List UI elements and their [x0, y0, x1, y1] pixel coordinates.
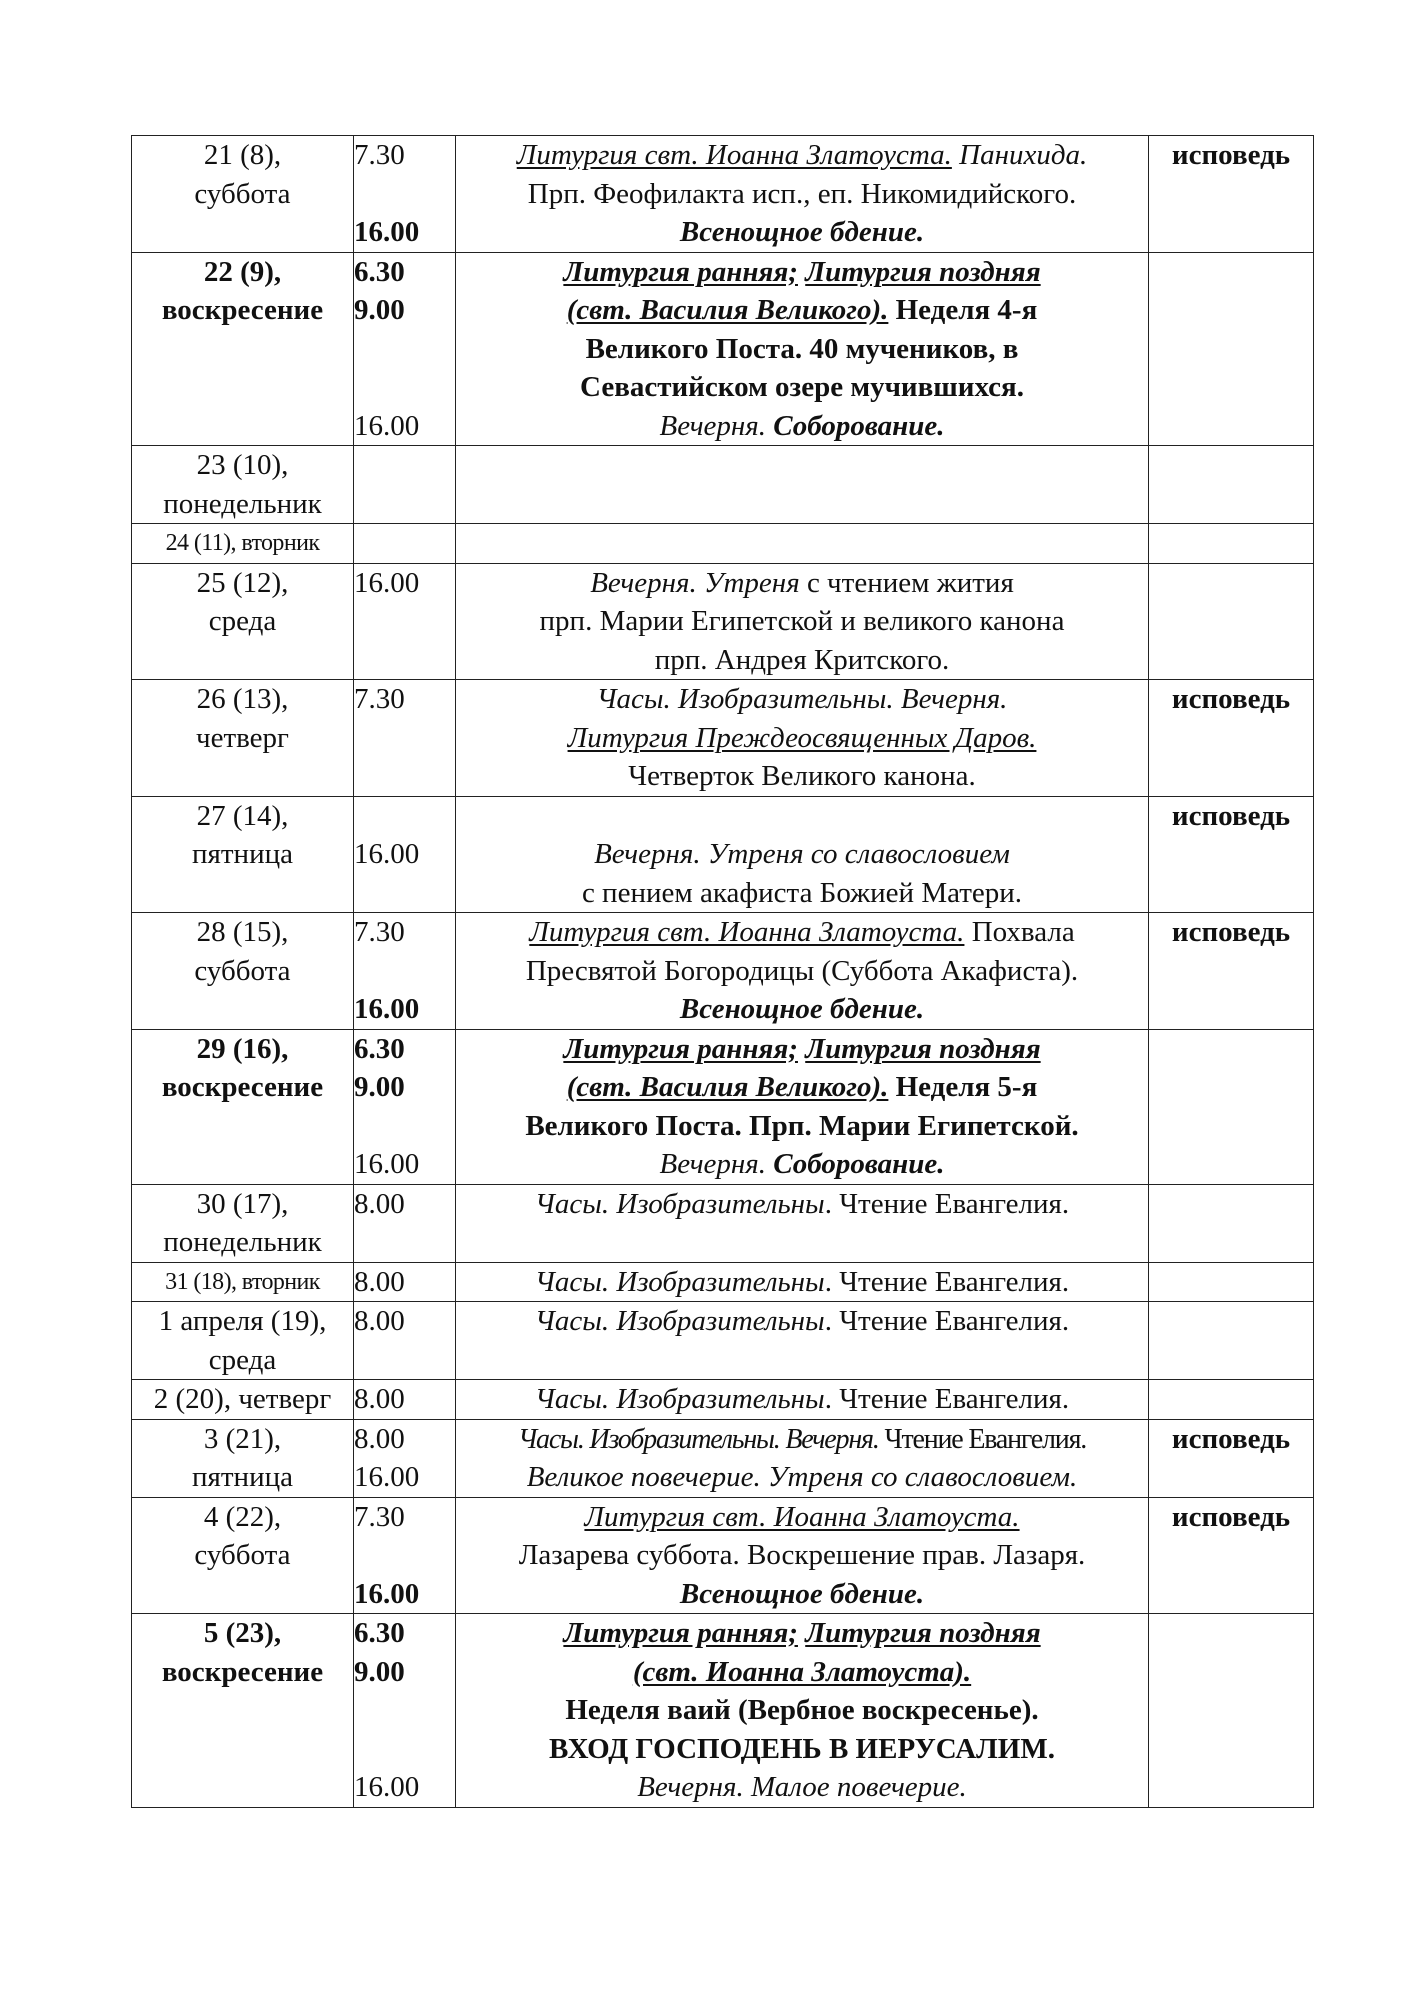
service-time: 16.00	[354, 216, 420, 248]
date-line: 23 (10),	[196, 449, 289, 481]
service-line	[456, 291, 1148, 330]
service-text: Великого Поста. 40 мучеников, в	[585, 332, 1019, 365]
service-line	[456, 602, 1148, 641]
confession-note-cell	[1149, 446, 1314, 524]
service-text: Неделя 4-я	[888, 294, 1038, 326]
service-text: Часы. Изобразительны	[534, 1383, 825, 1415]
time-cell	[354, 446, 456, 524]
service-text: Вечерня.	[659, 1148, 774, 1180]
service-text: (свт. Иоанна Златоуста).	[632, 1655, 972, 1688]
date-cell	[132, 1380, 354, 1420]
service-line	[456, 1068, 1148, 1107]
date-line: суббота	[194, 1539, 291, 1571]
service-text: Литургия ранняя;	[563, 1617, 798, 1649]
service-text: ВХОД ГОСПОДЕНЬ В ИЕРУСАЛИМ.	[549, 1732, 1055, 1765]
date-line: 2 (20), четверг	[153, 1383, 332, 1415]
service-line	[456, 1380, 1148, 1419]
service-text: Великого Поста. Прп. Марии Египетской.	[525, 1109, 1079, 1142]
date-line: 1 апреля (19),	[158, 1305, 327, 1337]
service-line	[456, 835, 1148, 874]
confession-label: исповедь	[1171, 1422, 1291, 1455]
service-text: Панихида.	[951, 139, 1088, 171]
confession-label: исповедь	[1171, 683, 1291, 715]
service-line	[456, 913, 1148, 952]
service-line	[456, 641, 1148, 680]
service-line	[456, 680, 1148, 719]
service-time: 8.00	[354, 1265, 405, 1298]
service-line	[456, 1536, 1148, 1575]
service-time	[354, 952, 455, 991]
date-cell	[132, 446, 354, 524]
service-text: . Чтение Евангелия.	[824, 1187, 1070, 1220]
service-text: Неделя ваий (Вербное воскресенье).	[565, 1694, 1039, 1726]
confession-note-cell	[1149, 1419, 1314, 1497]
date-line	[132, 757, 353, 796]
confession-label	[1149, 1302, 1313, 1341]
service-line	[456, 952, 1148, 991]
time-cell	[354, 1184, 456, 1262]
date-cell	[132, 1262, 354, 1302]
time-cell	[354, 1380, 456, 1420]
date-cell	[132, 680, 354, 797]
service-time: 8.00	[354, 1305, 405, 1337]
confession-note-cell	[1149, 1614, 1314, 1808]
time-cell	[354, 1302, 456, 1380]
service-time: 16.00	[354, 566, 420, 599]
date-cell	[132, 1419, 354, 1497]
service-time: 16.00	[354, 1148, 420, 1180]
service-line	[456, 175, 1148, 214]
date-line: пятница	[192, 1461, 293, 1493]
date-cell	[132, 1614, 354, 1808]
confession-note-cell	[1149, 1262, 1314, 1302]
confession-note-cell	[1149, 796, 1314, 913]
schedule-row	[132, 524, 1314, 564]
service-line	[456, 1575, 1148, 1614]
schedule-row	[132, 1029, 1314, 1184]
service-text: Вечерня.	[659, 409, 774, 442]
service-text: с чтением жития	[799, 566, 1014, 599]
service-cell	[456, 913, 1149, 1030]
service-line	[456, 1420, 1148, 1459]
schedule-row	[132, 1380, 1314, 1420]
service-cell	[456, 680, 1149, 797]
time-cell	[354, 1029, 456, 1184]
date-cell	[132, 913, 354, 1030]
service-text: Всенощное бдение.	[679, 216, 925, 248]
service-time: 8.00	[354, 1187, 405, 1220]
service-text: Литургия свт. Иоанна Златоуста.	[584, 1500, 1020, 1533]
service-schedule-table	[131, 135, 1314, 1808]
service-text: Литургия Преждеосвященных Даров.	[567, 721, 1037, 754]
service-text: Литургия ранняя;	[563, 255, 798, 288]
confession-note-cell	[1149, 1184, 1314, 1262]
service-text: Литургия поздняя	[805, 1032, 1041, 1065]
service-cell	[456, 1029, 1149, 1184]
service-line	[456, 1730, 1148, 1769]
confession-label	[1149, 1380, 1313, 1419]
time-cell	[354, 524, 456, 564]
schedule-row	[132, 1497, 1314, 1614]
time-cell	[354, 1419, 456, 1497]
service-text: Литургия свт. Иоанна Златоуста.	[529, 916, 965, 948]
schedule-row	[132, 1614, 1314, 1808]
date-line: 22 (9),	[203, 255, 282, 288]
service-time	[354, 1691, 455, 1730]
service-text: Лазарева суббота. Воскрешение прав. Лазаря.	[518, 1539, 1086, 1571]
date-line	[132, 874, 353, 913]
time-cell	[354, 252, 456, 446]
service-time: 16.00	[354, 1771, 420, 1803]
confession-label	[1149, 524, 1313, 563]
service-time: 8.00	[354, 1422, 405, 1455]
service-text: Вечерня. Утреня со славословием	[594, 838, 1010, 870]
service-time: 7.30	[354, 683, 405, 715]
service-text: Литургия поздняя	[805, 1617, 1041, 1649]
schedule-row	[132, 1184, 1314, 1262]
schedule-row	[132, 1262, 1314, 1302]
service-text: Часы. Изобразительны	[534, 1305, 825, 1337]
date-line: воскресение	[161, 1071, 324, 1103]
service-line	[456, 564, 1148, 603]
time-cell	[354, 913, 456, 1030]
service-time: 7.30	[354, 139, 405, 171]
service-line	[456, 719, 1148, 758]
service-line	[456, 797, 1148, 836]
time-cell	[354, 1497, 456, 1614]
date-line: суббота	[194, 177, 291, 210]
time-cell	[354, 680, 456, 797]
service-text: Четверток Великого канона.	[628, 760, 976, 792]
date-line: 30 (17),	[196, 1187, 289, 1220]
service-time: 6.30	[354, 1617, 405, 1649]
confession-label	[1149, 1614, 1313, 1653]
date-line: 25 (12),	[196, 566, 289, 599]
service-cell	[456, 796, 1149, 913]
service-line	[456, 1185, 1148, 1224]
confession-label: исповедь	[1171, 139, 1291, 171]
service-line	[456, 1614, 1148, 1653]
date-cell	[132, 563, 354, 680]
service-cell	[456, 1497, 1149, 1614]
service-cell	[456, 1380, 1149, 1420]
confession-label	[1149, 1185, 1313, 1224]
service-time	[354, 330, 455, 369]
service-text: Соборование.	[773, 1148, 945, 1180]
service-text: . Чтение Евангелия.	[824, 1383, 1070, 1415]
service-line	[456, 1498, 1148, 1537]
service-time	[354, 1536, 455, 1575]
service-text: прп. Андрея Критского.	[654, 643, 950, 676]
date-line: среда	[208, 1343, 277, 1376]
service-line	[456, 253, 1148, 292]
service-line	[456, 407, 1148, 446]
service-time: 16.00	[354, 993, 420, 1025]
confession-label	[1149, 446, 1313, 485]
confession-note-cell	[1149, 913, 1314, 1030]
service-text: Вечерня. Утреня	[590, 566, 800, 599]
service-text: Литургия свт. Иоанна Златоуста.	[516, 139, 952, 171]
date-cell	[132, 1184, 354, 1262]
service-time: 16.00	[354, 838, 420, 870]
service-line	[456, 1263, 1148, 1302]
service-text: Часы. Изобразительны	[534, 1265, 825, 1298]
service-line	[456, 1458, 1148, 1497]
service-text: Севастийском озере мучившихся.	[580, 371, 1024, 403]
schedule-row	[132, 680, 1314, 797]
schedule-row	[132, 446, 1314, 524]
service-text: Неделя 5-я	[888, 1071, 1038, 1103]
date-line: 31 (18), вторник	[165, 1268, 320, 1295]
service-line	[456, 1691, 1148, 1730]
time-cell	[354, 1614, 456, 1808]
service-line	[456, 136, 1148, 175]
date-line: воскресение	[161, 1655, 324, 1688]
service-cell	[456, 524, 1149, 564]
confession-label: исповедь	[1171, 916, 1291, 948]
service-cell	[456, 1262, 1149, 1302]
confession-label	[1149, 564, 1313, 603]
date-line: понедельник	[163, 487, 322, 520]
service-time: 7.30	[354, 1500, 405, 1533]
service-text: Великое повечерие. Утреня со славословием.	[526, 1461, 1078, 1493]
service-cell	[456, 563, 1149, 680]
confession-label: исповедь	[1171, 799, 1291, 832]
service-line	[456, 368, 1148, 407]
service-cell	[456, 1184, 1149, 1262]
schedule-body	[132, 136, 1314, 1808]
date-line: 29 (16),	[196, 1032, 289, 1065]
date-cell	[132, 136, 354, 253]
schedule-row	[132, 1302, 1314, 1380]
time-cell	[354, 1262, 456, 1302]
confession-note-cell	[1149, 1029, 1314, 1184]
service-line	[456, 757, 1148, 796]
service-line	[456, 1302, 1148, 1341]
service-line	[456, 330, 1148, 369]
confession-note-cell	[1149, 136, 1314, 253]
confession-label	[1149, 253, 1313, 292]
service-text: прп. Марии Египетской и великого канона	[539, 605, 1065, 637]
confession-note-cell	[1149, 563, 1314, 680]
schedule-row	[132, 136, 1314, 253]
service-text: Всенощное бдение.	[679, 1577, 925, 1610]
service-text: Похвала	[964, 916, 1075, 948]
service-cell	[456, 136, 1149, 253]
service-text: Литургия ранняя;	[563, 1032, 798, 1065]
service-time: 7.30	[354, 916, 405, 948]
service-text: Прп. Феофилакта исп., еп. Никомидийского.	[527, 177, 1077, 210]
date-line: 3 (21),	[203, 1422, 282, 1455]
service-text: Часы. Изобразительны	[534, 1187, 825, 1220]
date-line: понедельник	[163, 1226, 322, 1258]
service-line	[456, 1030, 1148, 1069]
service-text: Соборование.	[773, 409, 945, 442]
service-text: . Чтение Евангелия.	[824, 1265, 1070, 1298]
service-line	[456, 1107, 1148, 1146]
service-time: 9.00	[354, 294, 405, 326]
service-cell	[456, 1614, 1149, 1808]
schedule-row	[132, 1419, 1314, 1497]
confession-label	[1149, 1263, 1313, 1302]
date-cell	[132, 1497, 354, 1614]
schedule-row	[132, 252, 1314, 446]
date-cell	[132, 252, 354, 446]
service-line	[456, 1145, 1148, 1184]
service-line	[456, 213, 1148, 252]
service-time: 9.00	[354, 1655, 405, 1688]
service-time	[354, 368, 455, 407]
service-text: с пением акафиста Божией Матери.	[581, 876, 1023, 909]
date-line: 24 (11), вторник	[165, 530, 320, 556]
schedule-row	[132, 563, 1314, 680]
service-text: Литургия поздняя	[805, 255, 1041, 288]
date-line: 28 (15),	[196, 916, 289, 948]
service-text: Всенощное бдение.	[679, 993, 925, 1025]
confession-label	[1149, 1030, 1313, 1069]
service-text: Пресвятой Богородицы (Суббота Акафиста).	[525, 954, 1079, 987]
date-cell	[132, 796, 354, 913]
confession-note-cell	[1149, 252, 1314, 446]
date-line: четверг	[196, 721, 289, 754]
time-cell	[354, 136, 456, 253]
service-text: Чтение Евангелия.	[878, 1423, 1087, 1455]
date-line: 27 (14),	[196, 799, 289, 832]
service-text: Часы. Изобразительны. Вечерня.	[596, 683, 1008, 715]
service-time: 9.00	[354, 1071, 405, 1103]
confession-note-cell	[1149, 680, 1314, 797]
service-text: (свт. Василия Великого).	[566, 1071, 889, 1103]
service-line	[456, 1768, 1148, 1807]
date-line: 4 (22),	[203, 1500, 282, 1533]
date-line: пятница	[192, 838, 293, 870]
date-line: 5 (23),	[203, 1617, 282, 1649]
date-line: 26 (13),	[196, 683, 289, 715]
date-line	[132, 641, 353, 680]
service-time: 16.00	[354, 1461, 420, 1493]
date-cell	[132, 1302, 354, 1380]
service-line	[456, 990, 1148, 1029]
service-line	[456, 874, 1148, 913]
service-text: Часы. Изобразительны. Вечерня.	[517, 1423, 879, 1455]
date-cell	[132, 524, 354, 564]
schedule-row	[132, 796, 1314, 913]
date-line: суббота	[194, 954, 291, 987]
service-text: (свт. Василия Великого).	[566, 294, 889, 326]
service-time: 6.30	[354, 255, 405, 288]
schedule-row	[132, 913, 1314, 1030]
confession-note-cell	[1149, 1380, 1314, 1420]
service-time	[354, 175, 455, 214]
time-cell	[354, 796, 456, 913]
service-time	[354, 1107, 455, 1146]
confession-note-cell	[1149, 1497, 1314, 1614]
service-time	[354, 1730, 455, 1769]
service-text: . Чтение Евангелия.	[824, 1305, 1070, 1337]
service-time: 8.00	[354, 1383, 405, 1415]
service-time	[354, 797, 455, 836]
date-line: воскресение	[161, 294, 324, 326]
service-cell	[456, 446, 1149, 524]
date-cell	[132, 1029, 354, 1184]
date-line: среда	[208, 605, 277, 637]
service-time: 6.30	[354, 1032, 405, 1065]
confession-note-cell	[1149, 1302, 1314, 1380]
confession-label: исповедь	[1171, 1500, 1291, 1533]
service-time: 16.00	[354, 409, 420, 442]
confession-note-cell	[1149, 524, 1314, 564]
service-line	[456, 1653, 1148, 1692]
service-cell	[456, 1419, 1149, 1497]
date-line: 21 (8),	[203, 139, 282, 171]
service-cell	[456, 252, 1149, 446]
time-cell	[354, 563, 456, 680]
service-time: 16.00	[354, 1577, 420, 1610]
service-text: Вечерня. Малое повечерие.	[637, 1771, 967, 1803]
service-cell	[456, 1302, 1149, 1380]
